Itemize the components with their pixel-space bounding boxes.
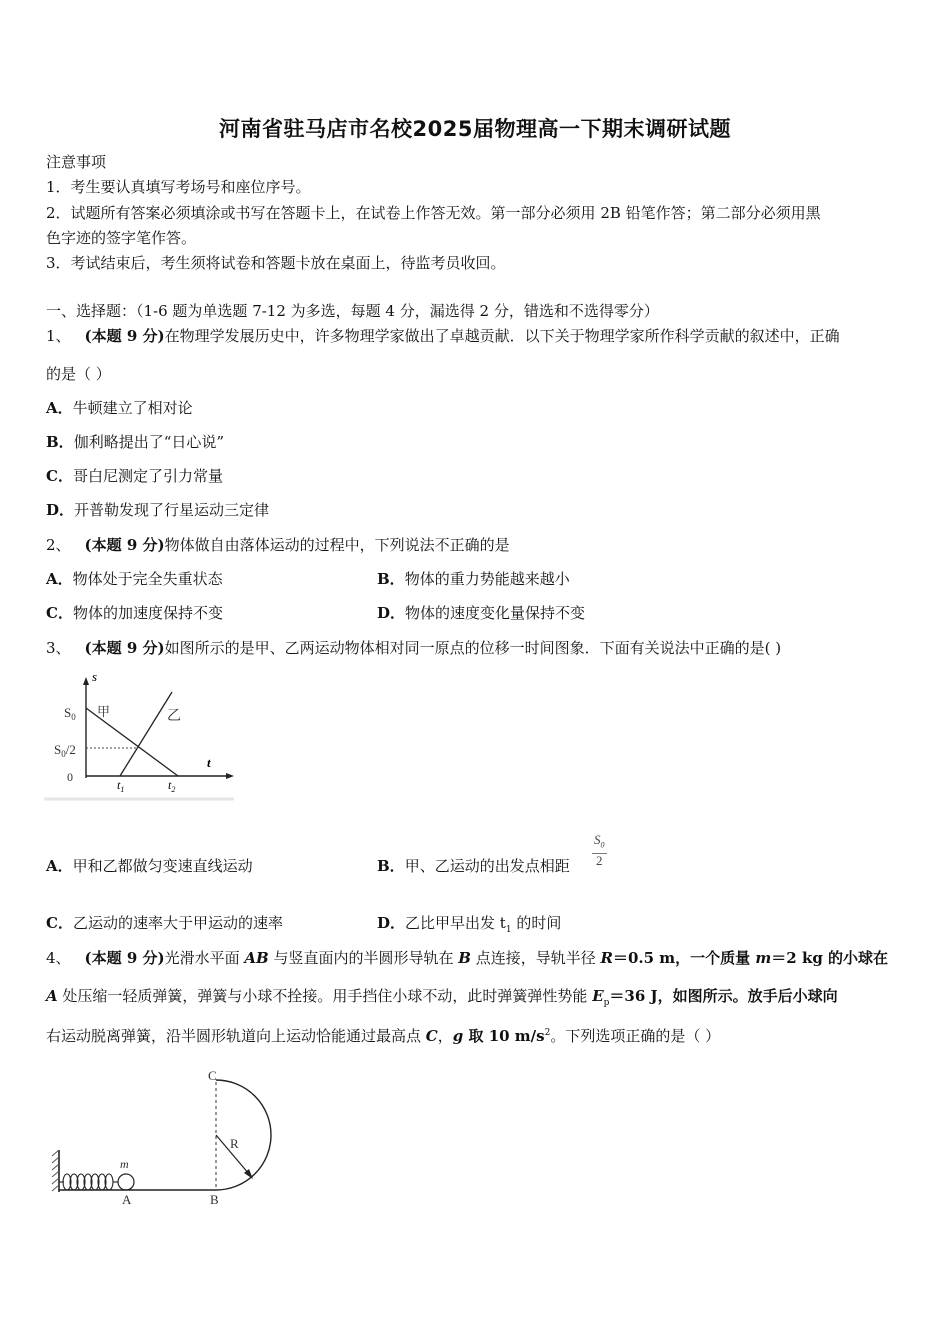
yi-label: 乙	[167, 709, 181, 724]
question-1-stem-cont: 的是（ ）	[46, 365, 111, 383]
q3-option-c: C．乙运动的速率大于甲运动的速率	[46, 914, 283, 932]
label-R: R	[230, 1136, 239, 1151]
question-1-stem	[46, 326, 840, 346]
jia-label: 甲	[97, 704, 111, 719]
notice-heading: 注意事项	[46, 153, 107, 171]
question-4-line-1: 4、 (本题 9 分)光滑水平面 AB 与竖直面内的半圆形导轨在 B 点连接，导轨半径 R＝0.5 m，一个质量 m＝2 kg 的小球在	[46, 949, 889, 967]
q2-option-b: B．物体的重力势能越来越小	[377, 570, 570, 588]
notice-item: 2．试题所有答案必须填涂或书写在答题卡上，在试卷上作答无效。第一部分必须用 2B 铅笔作答；第二部分必须用黑	[46, 204, 821, 222]
question-tag: (本题 9 分)	[84, 327, 165, 345]
notice-item: 1．考生要认真填写考场号和座位序号。	[46, 178, 311, 196]
ball	[118, 1174, 134, 1190]
q2-option-c: C．物体的加速度保持不变	[46, 604, 223, 622]
question-4-line-2: A 处压缩一轻质弹簧，弹簧与小球不拴接。用手挡住小球不动，此时弹簧弹性势能 $E_p=36$ J，如图所示。放手后小球向	[46, 987, 838, 1008]
t-axis-label: t	[207, 755, 211, 770]
displacement-time-graph	[44, 668, 236, 802]
label-m: m	[120, 1157, 129, 1171]
question-number: 1、	[46, 327, 71, 345]
q2-option-d: D．物体的速度变化量保持不变	[377, 604, 586, 622]
q1-option-a: A．牛顿建立了相对论	[46, 399, 193, 417]
spring-track-figure	[44, 1068, 274, 1210]
label-C: C	[208, 1068, 217, 1083]
question-3-stem: 3、 (本题 9 分)如图所示的是甲、乙两运动物体相对同一原点的位移一时间图象．下面有关说法中正确的是( )	[46, 639, 782, 657]
t2-label: $t_2$	[168, 778, 176, 794]
notice-item: 3．考试结束后，考生须将试卷和答题卡放在桌面上，待监考员收回。	[46, 254, 506, 272]
q1-option-b: B．伽利略提出了“日心说”	[46, 433, 225, 451]
q2-option-a: A．物体处于完全失重状态	[46, 570, 223, 588]
spring	[59, 1174, 118, 1190]
half-s0-label: $S_0/2$	[54, 742, 76, 759]
q3-option-b: B．甲、乙运动的出发点相距	[377, 857, 570, 875]
semicircle-track	[216, 1080, 271, 1190]
wall-hatching	[52, 1150, 59, 1191]
question-4-line-3: 右运动脱离弹簧，沿半圆形轨道向上运动恰能通过最高点 C，g 取 10 $m/s^2$。下列选项正确的是（ ）	[46, 1027, 721, 1045]
label-B: B	[210, 1192, 219, 1207]
t1-label: $t_1$	[117, 778, 125, 794]
s-axis-label: s	[92, 669, 98, 684]
q1-option-c: C．哥白尼测定了引力常量	[46, 467, 223, 485]
q3-option-d: D．乙比甲早出发 $t_1$ 的时间	[377, 914, 562, 935]
q3-option-a: A．甲和乙都做匀变速直线运动	[46, 857, 253, 875]
label-A: A	[122, 1192, 132, 1207]
question-2-stem: 2、 (本题 9 分)物体做自由落体运动的过程中，下列说法不正确的是	[46, 536, 510, 554]
notice-item: 色字迹的签字笔作答。	[46, 229, 197, 247]
origin-label: 0	[67, 770, 73, 784]
s0-label: $S_0$	[64, 705, 76, 722]
q1-option-d: D．开普勒发现了行星运动三定律	[46, 501, 270, 519]
question-text: 在物理学发展历史中，许多物理学家做出了卓越贡献．以下关于物理学家所作科学贡献的叙述中，正确	[164, 327, 840, 345]
page-title: 河南省驻马店市名校2025届物理高一下期末调研试题	[219, 117, 731, 141]
q3-option-b-fraction: $\frac{S_0}{2}$	[594, 832, 605, 868]
section-heading: 一、选择题：（1-6 题为单选题 7-12 为多选，每题 4 分，漏选得 2 分，错选和不选得零分）	[46, 302, 659, 320]
